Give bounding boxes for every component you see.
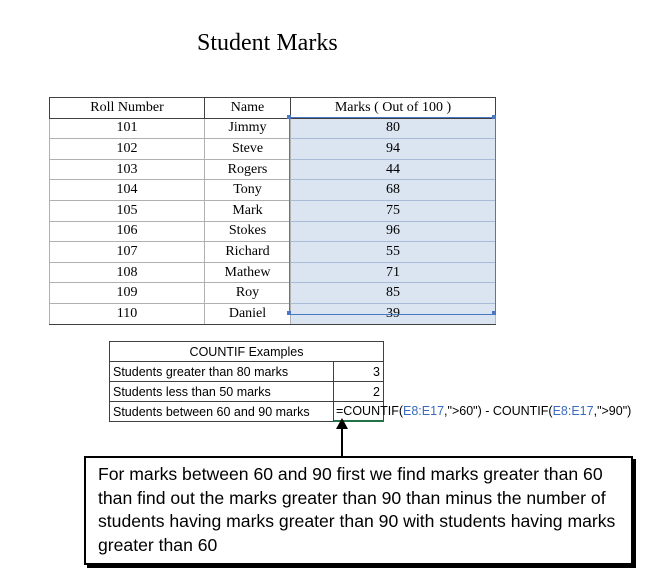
cell-roll[interactable]: 110 bbox=[50, 303, 205, 324]
cell-roll[interactable]: 103 bbox=[50, 159, 205, 180]
table-row bbox=[110, 362, 384, 382]
formula-range-ref: E8:E17 bbox=[403, 404, 445, 418]
column-header-name[interactable]: Name bbox=[205, 98, 291, 119]
cell-roll[interactable]: 108 bbox=[50, 262, 205, 283]
formula-range-ref: E8:E17 bbox=[552, 404, 594, 418]
countif-examples-table bbox=[109, 341, 632, 422]
explanation-note: For marks between 60 and 90 first we find marks greater than 60 than find out the marks greater than 90 than minus the number of students having marks greater than 90 with students having marks greater than 60 bbox=[84, 456, 633, 565]
cell-marks[interactable]: 68 bbox=[291, 180, 496, 201]
countif-label[interactable]: Students between 60 and 90 marks bbox=[110, 402, 334, 422]
cell-name[interactable]: Mathew bbox=[205, 262, 291, 283]
cell-marks[interactable]: 80 bbox=[291, 118, 496, 139]
table-header-row bbox=[50, 98, 496, 119]
formula-part: ,">90") bbox=[593, 404, 632, 418]
cell-roll[interactable]: 105 bbox=[50, 200, 205, 221]
countif-value[interactable]: 3 bbox=[334, 362, 384, 382]
selection-handle-top-left[interactable] bbox=[287, 115, 291, 119]
cell-name[interactable]: Rogers bbox=[205, 159, 291, 180]
table-row bbox=[50, 262, 496, 283]
formula-part: =COUNTIF( bbox=[336, 404, 404, 418]
cell-roll[interactable]: 102 bbox=[50, 139, 205, 160]
formula-text bbox=[336, 402, 631, 420]
table-row bbox=[50, 221, 496, 242]
cell-name[interactable]: Jimmy bbox=[205, 118, 291, 139]
cell-name[interactable]: Tony bbox=[205, 180, 291, 201]
cell-name[interactable]: Steve bbox=[205, 139, 291, 160]
cell-name[interactable]: Stokes bbox=[205, 221, 291, 242]
page-title: Student Marks bbox=[197, 30, 338, 56]
table-row bbox=[50, 118, 496, 139]
table-row bbox=[50, 283, 496, 304]
cell-marks[interactable]: 71 bbox=[291, 262, 496, 283]
cell-name[interactable]: Richard bbox=[205, 242, 291, 263]
table-row bbox=[110, 382, 384, 402]
selection-handle-top-right[interactable] bbox=[492, 115, 496, 119]
cell-roll[interactable]: 106 bbox=[50, 221, 205, 242]
cell-marks[interactable]: 75 bbox=[291, 200, 496, 221]
table-row bbox=[50, 200, 496, 221]
cell-marks[interactable]: 39 bbox=[291, 303, 496, 324]
cell-marks[interactable]: 96 bbox=[291, 221, 496, 242]
selection-handle-bottom-right[interactable] bbox=[492, 311, 496, 315]
table-row bbox=[50, 242, 496, 263]
countif-label[interactable]: Students greater than 80 marks bbox=[110, 362, 334, 382]
cell-name[interactable]: Daniel bbox=[205, 303, 291, 324]
column-header-roll-number[interactable]: Roll Number bbox=[50, 98, 205, 119]
cell-roll[interactable]: 101 bbox=[50, 118, 205, 139]
formula-part: ,">60") - COUNTIF( bbox=[444, 404, 553, 418]
cell-roll[interactable]: 107 bbox=[50, 242, 205, 263]
countif-label[interactable]: Students less than 50 marks bbox=[110, 382, 334, 402]
cell-marks[interactable]: 44 bbox=[291, 159, 496, 180]
cell-marks[interactable]: 94 bbox=[291, 139, 496, 160]
table-row bbox=[50, 139, 496, 160]
cell-roll[interactable]: 109 bbox=[50, 283, 205, 304]
arrow-shaft bbox=[341, 427, 343, 457]
cell-marks[interactable]: 85 bbox=[291, 283, 496, 304]
table-row bbox=[50, 180, 496, 201]
table-row bbox=[50, 159, 496, 180]
table-row bbox=[50, 303, 496, 324]
selection-handle-bottom-left[interactable] bbox=[287, 311, 291, 315]
countif-value[interactable]: 2 bbox=[334, 382, 384, 402]
cell-name[interactable]: Mark bbox=[205, 200, 291, 221]
countif-header-row bbox=[110, 342, 384, 362]
cell-name[interactable]: Roy bbox=[205, 283, 291, 304]
cell-roll[interactable]: 104 bbox=[50, 180, 205, 201]
countif-header[interactable]: COUNTIF Examples bbox=[110, 342, 384, 362]
column-header-marks[interactable]: Marks ( Out of 100 ) bbox=[291, 98, 496, 119]
cell-marks[interactable]: 55 bbox=[291, 242, 496, 263]
student-marks-table bbox=[49, 97, 496, 325]
